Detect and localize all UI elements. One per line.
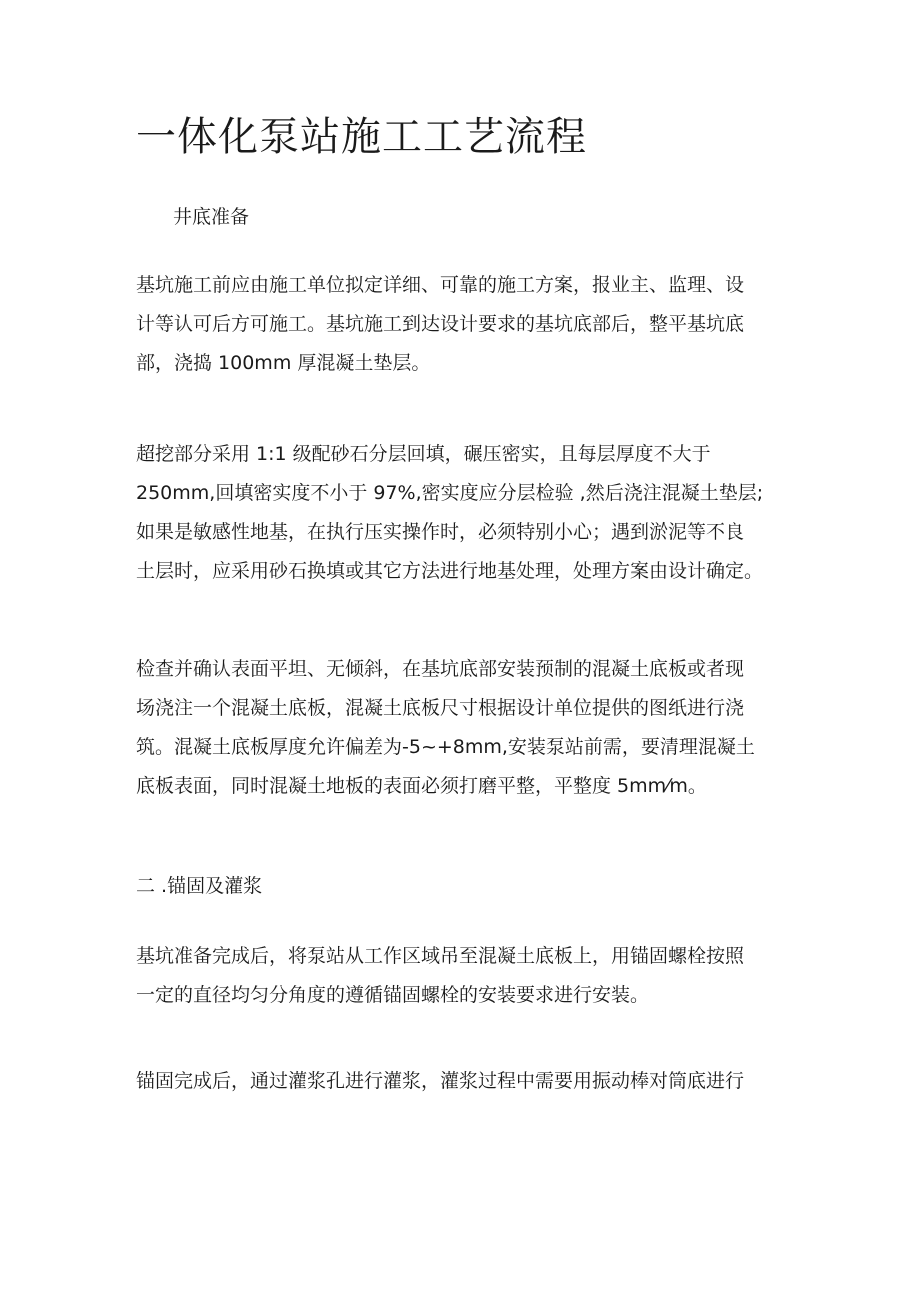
paragraph-line: 土层时，应采用砂石换填或其它方法进行地基处理，处理方案由设计确定。	[136, 560, 764, 582]
paragraph-line: 计等认可后方可施工。基坑施工到达设计要求的基坑底部后，整平基坑底	[136, 313, 745, 335]
paragraph-foundation-pit	[136, 266, 744, 383]
paragraph-line: 基坑施工前应由施工单位拟定详细、可靠的施工方案，报业主、监理、设	[136, 274, 745, 296]
paragraph-line: 部，浇捣 100mm 厚混凝土垫层。	[136, 352, 431, 374]
paragraph-line: 基坑准备完成后，将泵站从工作区域吊至混凝土底板上，用锚固螺栓按照	[136, 945, 745, 967]
paragraph-line: 超挖部分采用 1:1 级配砂石分层回填，碾压密实，且每层厚度不大于	[136, 443, 711, 465]
paragraph-overexcavation	[136, 435, 763, 591]
section-heading-anchoring: 二 .锚固及灌浆	[136, 875, 263, 897]
paragraph-line: 场浇注一个混凝土底板，混凝土底板尺寸根据设计单位提供的图纸进行浇	[136, 697, 745, 719]
paragraph-line: 筑。混凝土底板厚度允许偏差为-5~+8mm,安装泵站前需，要清理混凝土	[136, 736, 755, 758]
document-title: 一体化泵站施工工艺流程	[136, 114, 587, 160]
paragraph-line: 250mm,回填密实度不小于 97%,密实度应分层检验 ,然后浇注混凝土垫层;	[136, 482, 764, 504]
paragraph-hoisting	[136, 937, 744, 1015]
paragraph-line: 底板表面，同时混凝土地板的表面必须打磨平整，平整度 5mm⁄m。	[136, 775, 707, 797]
paragraph-concrete-base	[136, 650, 755, 806]
paragraph-line: 如果是敏感性地基，在执行压实操作时，必须特别小心；遇到淤泥等不良	[136, 521, 745, 543]
paragraph-line: 一定的直径均匀分角度的遵循锚固螺栓的安装要求进行安装。	[136, 984, 650, 1006]
paragraph-line: 检查并确认表面平坦、无倾斜，在基坑底部安装预制的混凝土底板或者现	[136, 658, 745, 680]
paragraph-grouting	[136, 1062, 744, 1101]
section-heading-well-bottom: 井底准备	[173, 206, 250, 228]
paragraph-line: 锚固完成后，通过灌浆孔进行灌浆，灌浆过程中需要用振动棒对筒底进行	[136, 1070, 745, 1092]
